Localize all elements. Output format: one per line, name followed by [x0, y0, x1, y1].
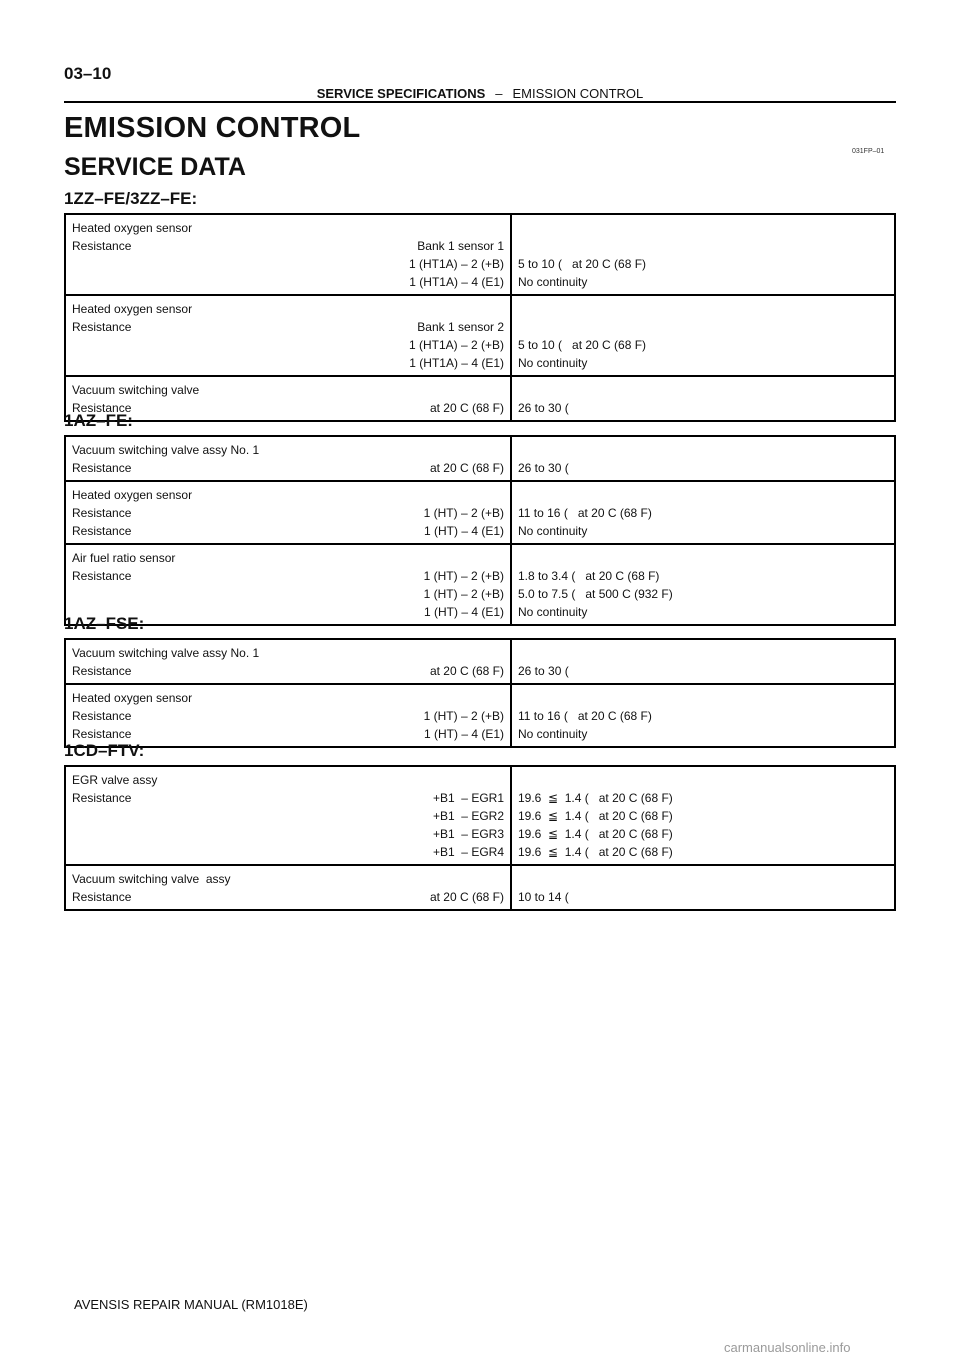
spec-item-line — [72, 219, 504, 237]
spec-label: Resistance — [72, 461, 132, 475]
spec-value-cell — [511, 436, 895, 481]
spec-value: 10 to 14 ( — [518, 890, 569, 904]
header-subsection: EMISSION CONTROL — [512, 86, 644, 101]
doc-code: 031FP–01 — [852, 148, 885, 155]
header-separator: – — [495, 86, 503, 101]
spec-item-line — [72, 255, 504, 273]
spec-value — [518, 689, 888, 707]
spec-value: 19.6 ≦ 1.4 ( at 20 C (68 F) — [518, 845, 673, 859]
table-row — [65, 295, 895, 376]
spec-item-line — [72, 504, 504, 522]
spec-item-line — [72, 662, 504, 680]
spec-table — [64, 435, 896, 626]
spec-value — [518, 300, 888, 318]
spec-item-line — [72, 771, 504, 789]
spec-value: 19.6 ≦ 1.4 ( at 20 C (68 F) — [518, 827, 673, 841]
spec-condition: Bank 1 sensor 1 — [417, 239, 504, 253]
spec-item-line — [72, 300, 504, 318]
spec-condition: 1 (HT1A) – 4 (E1) — [409, 275, 504, 289]
section-heading: 1AZ–FE: — [64, 411, 133, 430]
spec-condition: at 20 C (68 F) — [429, 664, 504, 678]
spec-value — [518, 381, 888, 399]
page-number: 03–10 — [64, 64, 112, 83]
spec-value-cell — [511, 544, 895, 625]
spec-label: Heated oxygen sensor — [72, 221, 193, 235]
spec-item-cell — [65, 639, 511, 684]
spec-item-line — [72, 644, 504, 662]
spec-item-cell — [65, 684, 511, 747]
spec-label: Heated oxygen sensor — [72, 302, 193, 316]
spec-value: 1.8 to 3.4 ( at 20 C (68 F) — [518, 569, 660, 583]
spec-condition: +B1 – EGR2 — [432, 809, 504, 823]
spec-value: 5 to 10 ( at 20 C (68 F) — [518, 338, 647, 352]
running-header — [64, 86, 896, 103]
spec-condition: 1 (HT) – 2 (+B) — [423, 709, 504, 723]
spec-item-line — [72, 354, 504, 372]
spec-value-cell — [511, 376, 895, 421]
spec-value-cell — [511, 214, 895, 295]
spec-item-line — [72, 237, 504, 255]
table-row — [65, 214, 895, 295]
spec-label: Vacuum switching valve assy — [72, 872, 231, 886]
spec-item-cell — [65, 766, 511, 865]
spec-value — [518, 219, 888, 237]
spec-item-line — [72, 522, 504, 540]
spec-label: Resistance — [72, 506, 132, 520]
spec-item-line — [72, 707, 504, 725]
spec-value — [518, 441, 888, 459]
spec-label: Heated oxygen sensor — [72, 488, 193, 502]
watermark: carmanualsonline.info — [724, 1340, 851, 1355]
spec-item-line — [72, 318, 504, 336]
spec-value-cell — [511, 766, 895, 865]
spec-item-line — [72, 459, 504, 477]
spec-item-cell — [65, 295, 511, 376]
table-row — [65, 766, 895, 865]
spec-value: No continuity — [518, 524, 588, 538]
spec-label: Resistance — [72, 524, 132, 538]
spec-condition: Bank 1 sensor 2 — [417, 320, 504, 334]
spec-condition: at 20 C (68 F) — [429, 401, 504, 415]
spec-label: Resistance — [72, 791, 132, 805]
spec-item-line — [72, 789, 504, 807]
spec-label: EGR valve assy — [72, 773, 158, 787]
footer-manual-id: AVENSIS REPAIR MANUAL (RM1018E) — [74, 1297, 308, 1312]
spec-value: 5 to 10 ( at 20 C (68 F) — [518, 257, 647, 271]
table-row — [65, 865, 895, 910]
section-heading: 1AZ–FSE: — [64, 614, 145, 633]
spec-value-cell — [511, 481, 895, 544]
spec-value-cell — [511, 865, 895, 910]
spec-label: Resistance — [72, 709, 132, 723]
spec-value: 26 to 30 ( — [518, 401, 569, 415]
spec-item-line — [72, 870, 504, 888]
section-heading: 1ZZ–FE/3ZZ–FE: — [64, 189, 198, 208]
spec-condition: 1 (HT) – 4 (E1) — [423, 727, 504, 741]
spec-value: 26 to 30 ( — [518, 664, 569, 678]
spec-condition: 1 (HT1A) – 4 (E1) — [409, 356, 504, 370]
spec-condition: +B1 – EGR4 — [432, 845, 504, 859]
spec-value — [518, 644, 888, 662]
spec-value-cell — [511, 639, 895, 684]
spec-value — [518, 237, 888, 255]
spec-value: No continuity — [518, 356, 588, 370]
spec-item-line — [72, 585, 504, 603]
spec-label: Resistance — [72, 664, 132, 678]
spec-value — [518, 486, 888, 504]
spec-label: Resistance — [72, 401, 132, 415]
spec-label: Resistance — [72, 569, 132, 583]
section-heading: 1CD–FTV: — [64, 741, 145, 760]
spec-value-cell — [511, 295, 895, 376]
spec-label: Resistance — [72, 890, 132, 904]
spec-condition: at 20 C (68 F) — [429, 890, 504, 904]
page-subtitle: SERVICE DATA — [64, 153, 246, 181]
spec-item-line — [72, 273, 504, 291]
page-title: EMISSION CONTROL — [64, 112, 361, 144]
spec-item-line — [72, 567, 504, 585]
spec-value: 26 to 30 ( — [518, 461, 569, 475]
table-row — [65, 376, 895, 421]
spec-label: Resistance — [72, 239, 132, 253]
spec-value — [518, 549, 888, 567]
spec-item-line — [72, 399, 504, 417]
spec-item-cell — [65, 544, 511, 625]
spec-label: Resistance — [72, 727, 132, 741]
spec-condition: +B1 – EGR3 — [432, 827, 504, 841]
spec-condition: 1 (HT) – 4 (E1) — [423, 605, 504, 619]
header-section: SERVICE SPECIFICATIONS — [316, 86, 486, 101]
table-row — [65, 639, 895, 684]
spec-value: 5.0 to 7.5 ( at 500 C (932 F) — [518, 587, 673, 601]
spec-condition: 1 (HT) – 2 (+B) — [423, 506, 504, 520]
spec-item-line — [72, 549, 504, 567]
spec-value: No continuity — [518, 275, 588, 289]
spec-label: Resistance — [72, 320, 132, 334]
spec-item-line — [72, 336, 504, 354]
spec-item-line — [72, 381, 504, 399]
spec-item-cell — [65, 865, 511, 910]
spec-item-line — [72, 441, 504, 459]
spec-item-cell — [65, 436, 511, 481]
spec-item-cell — [65, 214, 511, 295]
spec-table — [64, 638, 896, 748]
spec-item-line — [72, 689, 504, 707]
spec-item-line — [72, 843, 504, 861]
table-row — [65, 436, 895, 481]
spec-value — [518, 870, 888, 888]
spec-value: 19.6 ≦ 1.4 ( at 20 C (68 F) — [518, 809, 673, 823]
table-row — [65, 684, 895, 747]
spec-value: No continuity — [518, 605, 588, 619]
spec-item-line — [72, 888, 504, 906]
spec-item-cell — [65, 481, 511, 544]
spec-value: 19.6 ≦ 1.4 ( at 20 C (68 F) — [518, 791, 673, 805]
spec-label: Vacuum switching valve — [72, 383, 200, 397]
spec-condition: 1 (HT) – 2 (+B) — [423, 569, 504, 583]
spec-table — [64, 213, 896, 422]
spec-condition: 1 (HT1A) – 2 (+B) — [408, 338, 504, 352]
spec-condition: at 20 C (68 F) — [429, 461, 504, 475]
spec-label: Heated oxygen sensor — [72, 691, 193, 705]
spec-condition: +B1 – EGR1 — [432, 791, 504, 805]
spec-item-line — [72, 486, 504, 504]
spec-label: Air fuel ratio sensor — [72, 551, 176, 565]
spec-condition: 1 (HT) – 4 (E1) — [423, 524, 504, 538]
spec-table — [64, 765, 896, 911]
spec-value: 11 to 16 ( at 20 C (68 F) — [518, 709, 652, 723]
spec-label: Vacuum switching valve assy No. 1 — [72, 646, 260, 660]
spec-item-line — [72, 825, 504, 843]
spec-condition: 1 (HT) – 2 (+B) — [423, 587, 504, 601]
spec-label: Vacuum switching valve assy No. 1 — [72, 443, 260, 457]
spec-value — [518, 318, 888, 336]
spec-value: No continuity — [518, 727, 588, 741]
spec-value: 11 to 16 ( at 20 C (68 F) — [518, 506, 652, 520]
table-row — [65, 544, 895, 625]
spec-value-cell — [511, 684, 895, 747]
spec-value — [518, 771, 888, 789]
table-row — [65, 481, 895, 544]
spec-item-line — [72, 807, 504, 825]
spec-condition: 1 (HT1A) – 2 (+B) — [408, 257, 504, 271]
